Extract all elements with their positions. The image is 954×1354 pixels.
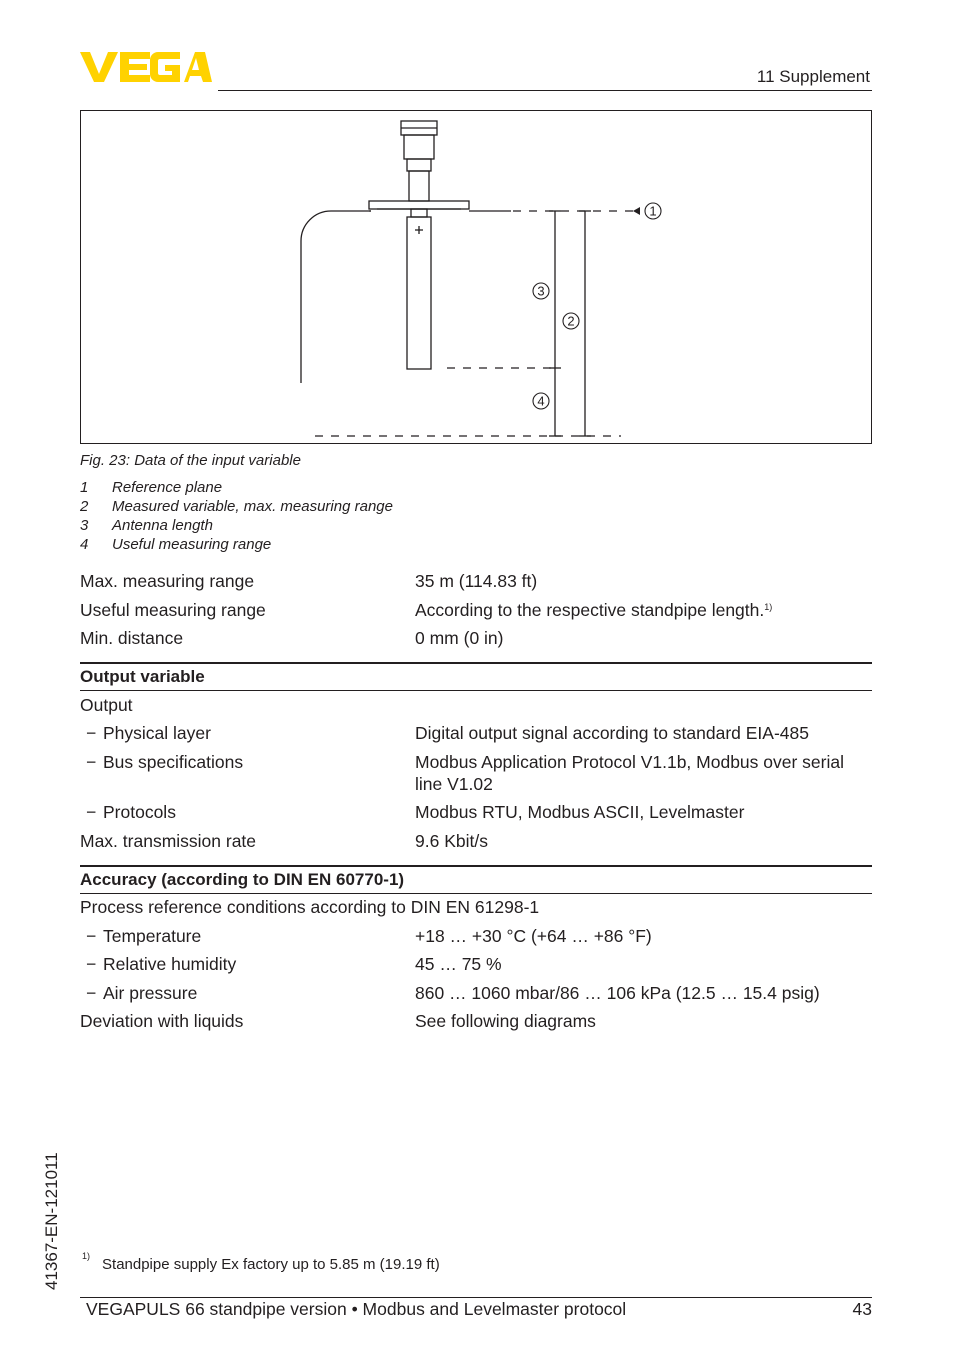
spec-value: See following diagrams — [415, 1011, 596, 1031]
spec-value: 860 … 1060 mbar/86 … 106 kPa (12.5 … 15.4 psig) — [415, 983, 820, 1003]
legend-num: 1 — [80, 479, 89, 496]
legend-text: Useful measuring range — [112, 536, 272, 553]
spec-value-text: According to the respective standpipe length. — [415, 600, 765, 620]
spec-label: − Physical layer — [86, 723, 211, 743]
section-rule — [80, 662, 872, 664]
spec-value: Modbus RTU, Modbus ASCII, Levelmaster — [415, 802, 745, 822]
header-rule — [218, 90, 872, 91]
figure-diagram — [80, 110, 872, 444]
spec-label: − Relative humidity — [86, 954, 237, 974]
spec-label: − Bus specifications — [86, 752, 244, 772]
footer-title: VEGAPULS 66 standpipe version • Modbus and Levelmaster protocol — [86, 1299, 627, 1319]
spec-label: − Temperature — [86, 926, 202, 946]
spec-label: Useful measuring range — [80, 600, 266, 620]
spec-label: Process reference conditions according to DIN EN 61298-1 — [80, 897, 540, 917]
legend-text: Antenna length — [112, 517, 213, 534]
legend-num: 4 — [80, 536, 89, 553]
document-id: 41367-EN-121011 — [42, 1152, 61, 1290]
section-rule — [80, 865, 872, 867]
marker-1: 1 — [649, 203, 657, 219]
legend-num: 3 — [80, 517, 89, 534]
spec-label: Deviation with liquids — [80, 1011, 244, 1031]
legend-num: 2 — [80, 498, 89, 515]
spec-value: Modbus Application Protocol V1.1b, Modbus over serial line V1.02 — [415, 752, 844, 794]
vega-logo — [80, 50, 212, 84]
spec-value: 9.6 Kbit/s — [415, 831, 488, 851]
legend-text: Reference plane — [112, 479, 223, 496]
legend-item — [80, 516, 393, 535]
footer-rule — [80, 1297, 872, 1298]
legend-item — [80, 478, 393, 497]
figure-legend — [80, 478, 393, 554]
section-rule — [80, 690, 872, 691]
section-heading-accuracy: Accuracy (according to DIN EN 60770-1) — [80, 870, 405, 889]
spec-label: − Protocols — [86, 802, 176, 822]
footnote — [82, 1251, 440, 1273]
spec-label: Max. measuring range — [80, 571, 255, 591]
spec-value: +18 … +30 °C (+64 … +86 °F) — [415, 926, 652, 946]
section-rule — [80, 893, 872, 894]
marker-4: 4 — [537, 393, 545, 409]
marker-2: 2 — [567, 313, 575, 329]
page-number: 43 — [852, 1299, 872, 1319]
section-label: 11 Supplement — [756, 67, 870, 86]
figure-caption: Fig. 23: Data of the input variable — [80, 452, 301, 469]
spec-value: 45 … 75 % — [415, 954, 502, 974]
footnote-text: Standpipe supply Ex factory up to 5.85 m (19.19 ft) — [102, 1256, 440, 1273]
legend-text: Measured variable, max. measuring range — [112, 498, 393, 515]
spec-label: − Air pressure — [86, 983, 198, 1003]
marker-3: 3 — [537, 283, 545, 299]
spec-value: 35 m (114.83 ft) — [415, 571, 538, 591]
spec-value: 0 mm (0 in) — [415, 628, 504, 648]
spec-label: Min. distance — [80, 628, 184, 648]
footnote-ref: 1) — [764, 602, 773, 612]
spec-value: Digital output signal according to standard EIA-485 — [415, 723, 809, 743]
spec-value — [415, 599, 875, 621]
legend-item — [80, 497, 393, 516]
legend-item — [80, 535, 393, 554]
section-heading-output: Output variable — [80, 667, 205, 686]
spec-label: Max. transmission rate — [80, 831, 257, 851]
spec-label: Output — [80, 695, 133, 715]
footnote-mark: 1) — [82, 1251, 91, 1261]
